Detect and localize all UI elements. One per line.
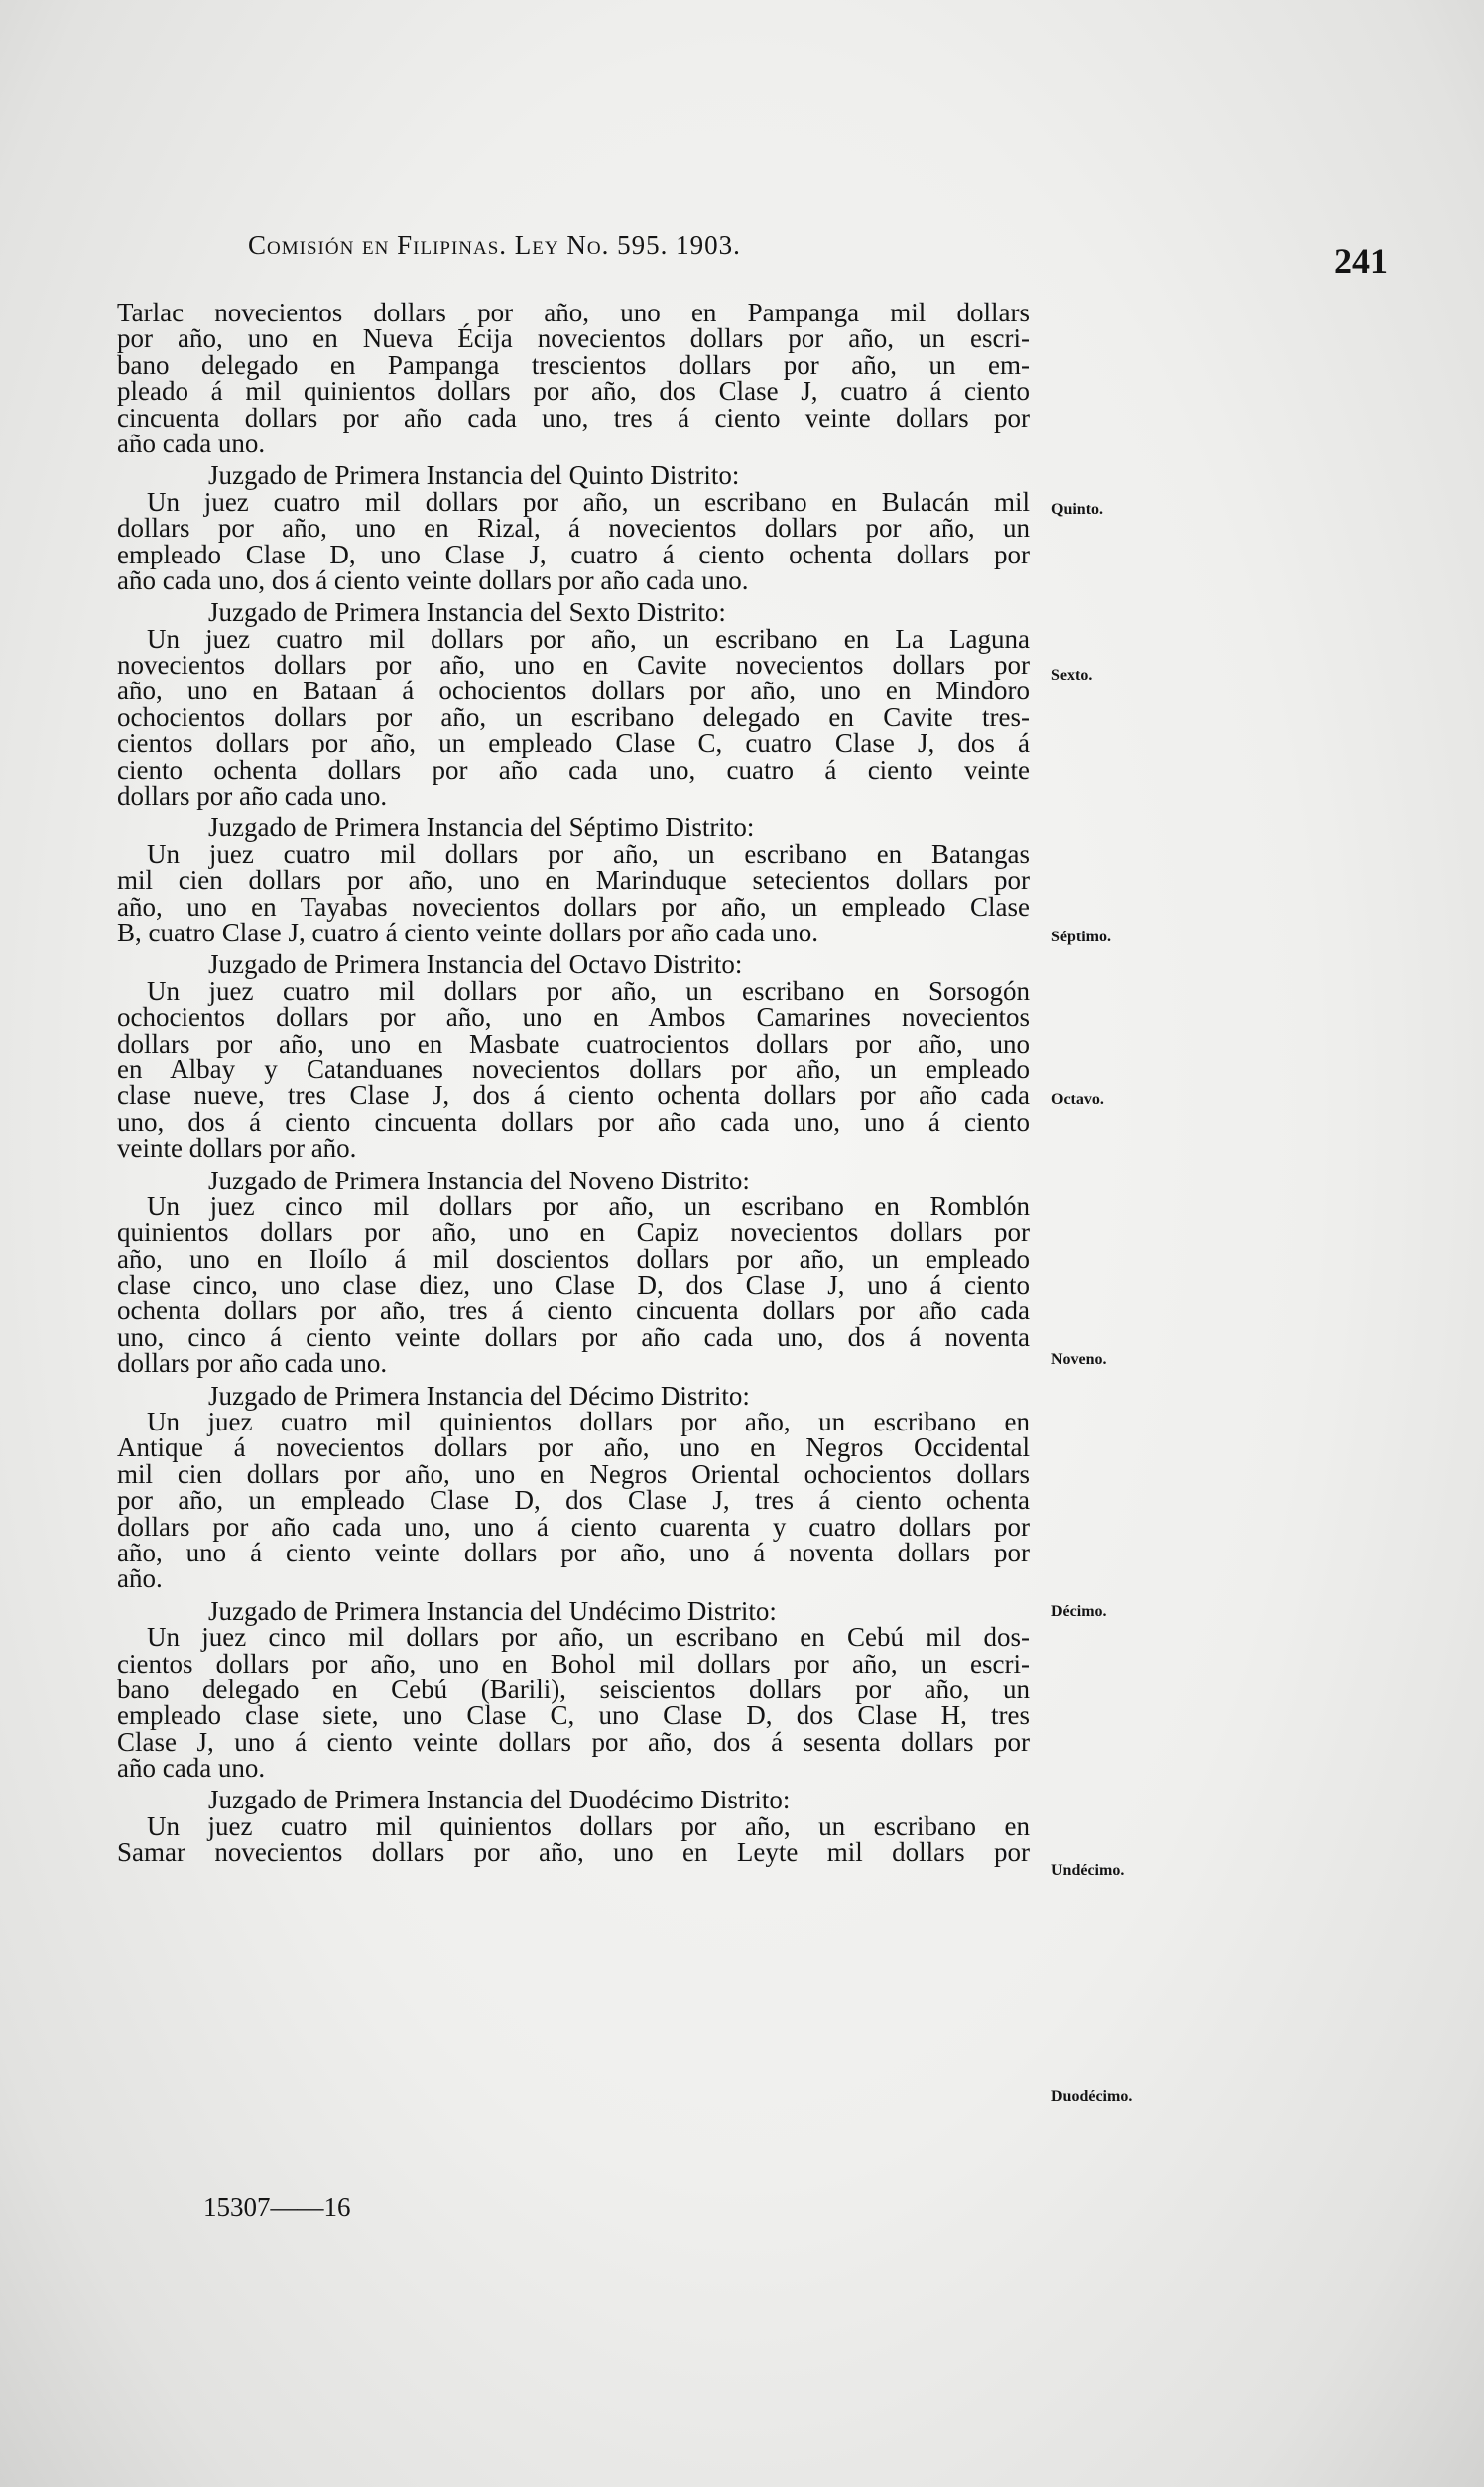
- text-line: en Albay y Catanduanes novecientos dollars por año, un empleado: [117, 1054, 1030, 1084]
- margin-note-quinto: Quinto.: [1051, 501, 1104, 518]
- text-line: quinientos dollars por año, uno en Capiz novecientos dollars por: [117, 1217, 1030, 1248]
- text-line: novecientos dollars por año, uno en Cavite novecientos dollars por: [117, 650, 1030, 681]
- text-line: por año, un empleado Clase D, dos Clase J, tres á ciento ochenta: [117, 1485, 1030, 1516]
- text-line: Samar novecientos dollars por año, uno en Leyte mil dollars por: [117, 1837, 1030, 1868]
- text-line: Clase J, uno á ciento veinte dollars por año, dos á sesenta dollars por: [117, 1726, 1030, 1757]
- text-line: cincuenta dollars por año cada uno, tres á ciento veinte dollars por: [117, 402, 1030, 433]
- text-line: Un juez cuatro mil dollars por año, un escribano en Batangas: [147, 838, 1030, 869]
- text-line: año cada uno, dos á ciento veinte dollars por año cada uno.: [117, 564, 749, 595]
- section-heading: Juzgado de Primera Instancia del Sexto Distrito:: [208, 597, 726, 628]
- section-heading: Juzgado de Primera Instancia del Duodécimo Distrito:: [208, 1785, 791, 1815]
- page-number: 241: [1334, 241, 1388, 281]
- text-line: clase nueve, tres Clase J, dos á ciento ochenta dollars por año cada: [117, 1080, 1030, 1111]
- margin-note-septimo: Séptimo.: [1051, 929, 1111, 945]
- text-line: dollars por año, uno en Rizal, á novecientos dollars por año, un: [117, 513, 1030, 544]
- text-line: empleado clase siete, uno Clase C, uno Clase D, dos Clase H, tres: [117, 1700, 1030, 1731]
- text-line: bano delegado en Cebú (Barili), seiscientos dollars por año, un: [117, 1674, 1030, 1704]
- text-line: Tarlac novecientos dollars por año, uno en Pampanga mil dollars: [117, 298, 1030, 327]
- text-line: Un juez cinco mil dollars por año, un escribano en Romblón: [147, 1190, 1030, 1221]
- section-heading: Juzgado de Primera Instancia del Séptimo Distrito:: [208, 812, 755, 843]
- text-line: cientos dollars por año, uno en Bohol mil dollars por año, un escri-: [117, 1648, 1030, 1679]
- text-line: dollars por año, uno en Masbate cuatrocientos dollars por año, uno: [117, 1028, 1030, 1058]
- text-line: bano delegado en Pampanga trescientos dollars por año, un em-: [117, 349, 1030, 380]
- text-line: uno, cinco á ciento veinte dollars por año cada uno, dos á noventa: [117, 1321, 1030, 1352]
- text-line: Antique á novecientos dollars por año, uno en Negros Occidental: [117, 1432, 1030, 1463]
- text-line: dollars por año cada uno.: [117, 781, 388, 811]
- text-line: veinte dollars por año.: [117, 1133, 357, 1164]
- section-heading: Juzgado de Primera Instancia del Décimo Distrito:: [208, 1380, 750, 1411]
- section-heading: Juzgado de Primera Instancia del Noveno Distrito:: [208, 1165, 750, 1195]
- margin-note-decimo: Décimo.: [1051, 1603, 1107, 1620]
- margin-note-duodecimo: Duodécimo.: [1051, 2088, 1133, 2105]
- text-line: año, uno á ciento veinte dollars por año, uno á noventa dollars por: [117, 1537, 1030, 1567]
- text-line: año, uno en Tayabas novecientos dollars por año, un empleado Clase: [117, 891, 1030, 922]
- text-line: año, uno en Bataan á ochocientos dollars por año, uno en Mindoro: [117, 676, 1030, 706]
- section-heading: Juzgado de Primera Instancia del Octavo Distrito:: [208, 949, 743, 980]
- text-line: Un juez cinco mil dollars por año, un escribano en Cebú mil dos-: [147, 1622, 1030, 1653]
- text-line: mil cien dollars por año, uno en Marinduque setecientos dollars por: [117, 865, 1030, 896]
- text-line: ochocientos dollars por año, un escribano delegado en Cavite tres-: [117, 701, 1030, 732]
- text-line: Un juez cuatro mil dollars por año, un escribano en Sorsogón: [147, 975, 1030, 1006]
- running-header: Comisión en Filipinas. Ley No. 595. 1903.: [248, 230, 741, 260]
- margin-note-sexto: Sexto.: [1051, 667, 1093, 684]
- margin-note-undecimo: Undécimo.: [1051, 1862, 1125, 1879]
- text-line: ochenta dollars por año, tres á ciento cincuenta dollars por año cada: [117, 1296, 1030, 1326]
- margin-note-noveno: Noveno.: [1051, 1351, 1107, 1368]
- section-heading: Juzgado de Primera Instancia del Undécimo Distrito:: [208, 1595, 777, 1626]
- text-line: uno, dos á ciento cincuenta dollars por año cada uno, uno á ciento: [117, 1106, 1030, 1137]
- text-line: ciento ochenta dollars por año cada uno, cuatro á ciento veinte: [117, 754, 1030, 785]
- text-line: dollars por año cada uno.: [117, 1348, 388, 1379]
- text-line: mil cien dollars por año, uno en Negros Oriental ochocientos dollars: [117, 1458, 1030, 1489]
- text-line: año.: [117, 1563, 163, 1594]
- text-line: año cada uno.: [117, 1753, 266, 1784]
- printer-signature-mark: 15307——16: [203, 2192, 351, 2222]
- text-line: Un juez cuatro mil quinientos dollars por año, un escribano en: [147, 1810, 1030, 1841]
- body-text: [117, 300, 1030, 1866]
- section-heading: Juzgado de Primera Instancia del Quinto Distrito:: [208, 460, 740, 491]
- text-line: cientos dollars por año, un empleado Clase C, cuatro Clase J, dos á: [117, 728, 1030, 759]
- text-line: dollars por año cada uno, uno á ciento cuarenta y cuatro dollars por: [117, 1511, 1030, 1542]
- text-line: empleado Clase D, uno Clase J, cuatro á ciento ochenta dollars por: [117, 539, 1030, 569]
- text-line: Un juez cuatro mil quinientos dollars por año, un escribano en: [147, 1407, 1030, 1437]
- text-line: Un juez cuatro mil dollars por año, un escribano en Bulacán mil: [147, 486, 1030, 517]
- text-line: pleado á mil quinientos dollars por año, dos Clase J, cuatro á ciento: [117, 376, 1030, 407]
- text-line: año, uno en Iloílo á mil doscientos dollars por año, un empleado: [117, 1243, 1030, 1274]
- text-line: clase cinco, uno clase diez, uno Clase D, dos Clase J, uno á ciento: [117, 1270, 1030, 1301]
- text-line: B, cuatro Clase J, cuatro á ciento veinte dollars por año cada uno.: [117, 917, 819, 947]
- margin-note-octavo: Octavo.: [1051, 1091, 1104, 1108]
- text-line: año cada uno.: [117, 428, 266, 458]
- text-line: ochocientos dollars por año, uno en Ambos Camarines novecientos: [117, 1002, 1030, 1033]
- text-line: Un juez cuatro mil dollars por año, un escribano en La Laguna: [147, 623, 1030, 654]
- text-line: por año, uno en Nueva Écija novecientos dollars por año, un escri-: [117, 323, 1030, 354]
